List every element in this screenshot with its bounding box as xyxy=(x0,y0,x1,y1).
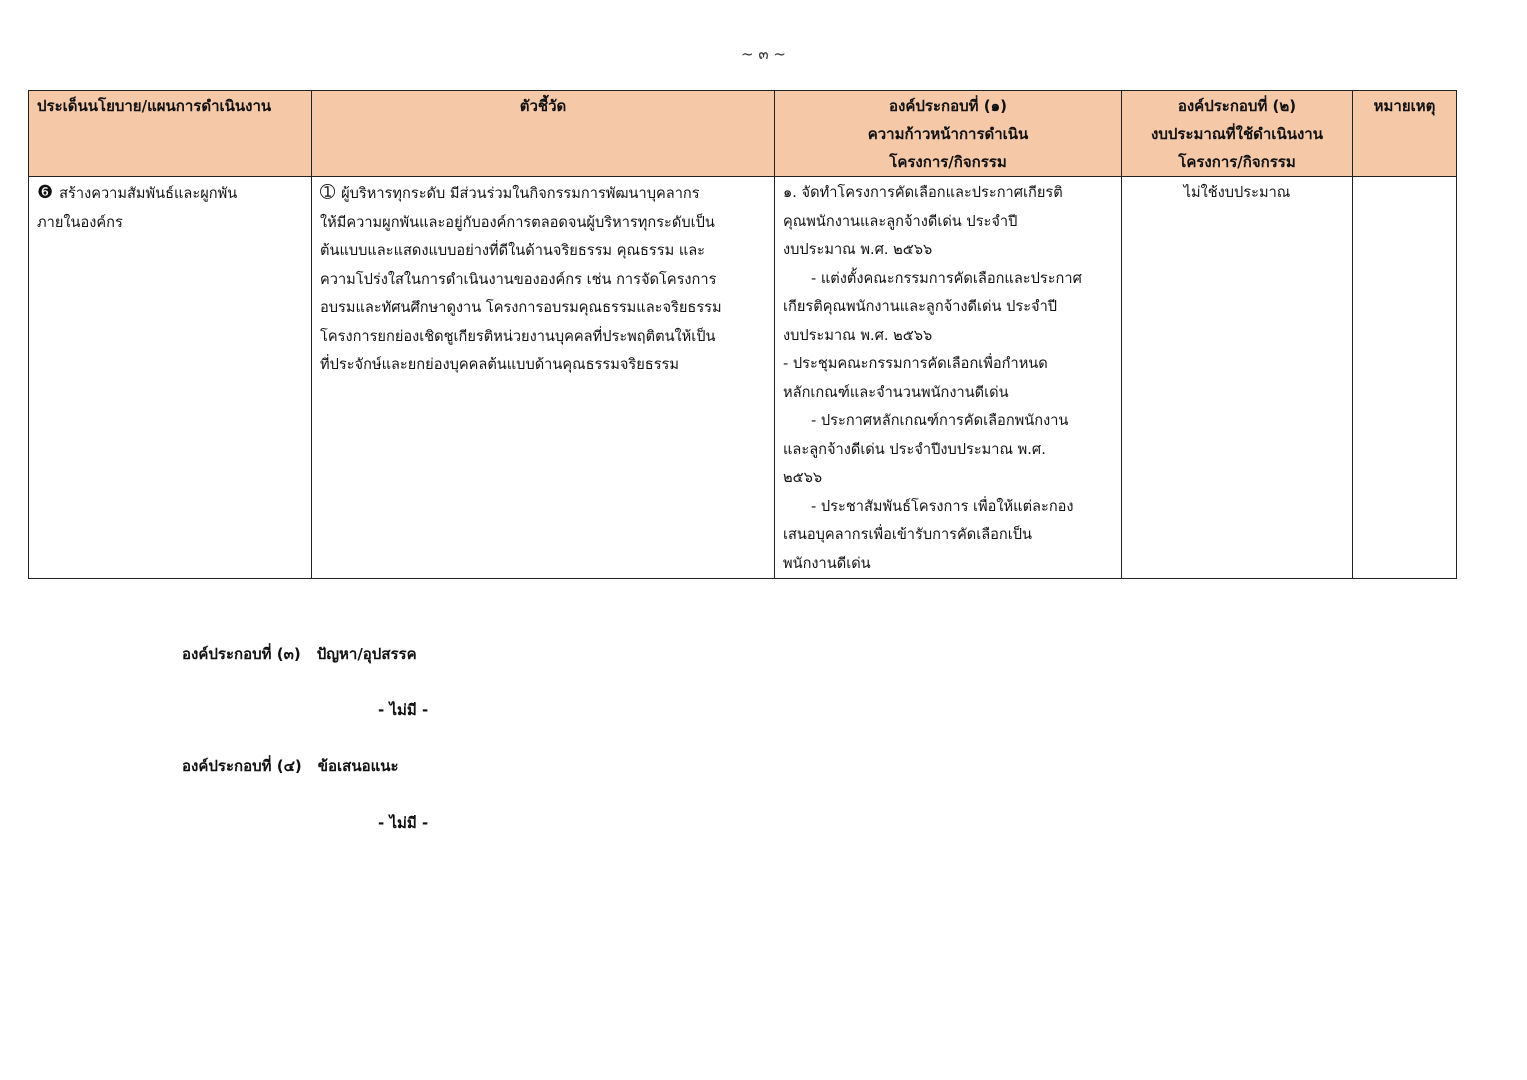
section3-label: องค์ประกอบที่ (๓) xyxy=(182,645,301,663)
progress-line-1: ๑. จัดทำโครงการคัดเลือกและประกาศเกียรติ xyxy=(783,184,1063,201)
indicator-line-3: ต้นแบบและแสดงแบบอย่างที่ดีในด้านจริยธรรม คุณธรรม และ xyxy=(320,242,706,259)
header-remark: หมายเหตุ xyxy=(1353,91,1457,177)
table-row xyxy=(29,177,1457,579)
progress-line-13: เสนอบุคลากรเพื่อเข้ารับการคัดเลือกเป็น xyxy=(783,526,1032,543)
section4-label: องค์ประกอบที่ (๔) xyxy=(182,757,302,775)
indicator-line-1 xyxy=(320,179,766,209)
section4-heading xyxy=(182,754,399,778)
progress-line-7: - ประชุมคณะกรรมการคัดเลือกเพื่อกำหนด xyxy=(783,355,1048,372)
progress-line-2: คุณพนักงานและลูกจ้างดีเด่น ประจำปี xyxy=(783,212,1018,230)
progress-line-5: เกียรติคุณพนักงานและลูกจ้างดีเด่น ประจำปี xyxy=(783,298,1058,315)
progress-line-4: - แต่งตั้งคณะกรรมการคัดเลือกและประกาศ xyxy=(811,269,1082,287)
progress-line-14: พนักงานดีเด่น xyxy=(783,554,871,572)
policy-line-1 xyxy=(37,179,303,209)
indicator-line-4: ความโปร่งใสในการดำเนินงานขององค์กร เช่น การจัดโครงการ xyxy=(320,270,717,288)
progress-line-8: หลักเกณฑ์และจำนวนพนักงานดีเด่น xyxy=(783,383,1009,401)
progress-cell xyxy=(775,177,1122,579)
section3-content: - ไม่มี - xyxy=(378,701,429,719)
indicator-line-5: อบรมและทัศนศึกษาดูงาน โครงการอบรมคุณธรรมและจริยธรรม xyxy=(320,299,722,316)
progress-line-9: - ประกาศหลักเกณฑ์การคัดเลือกพนักงาน xyxy=(811,412,1069,429)
policy-text-1: สร้างความสัมพันธ์และผูกพัน xyxy=(59,185,238,202)
header-component1-line3: โครงการ/กิจกรรม xyxy=(889,153,1007,171)
indicator-line-6: โครงการยกย่องเชิดชูเกียรติหน่วยงานบุคคลที่ประพฤติตนให้เป็น xyxy=(320,327,716,345)
header-component2-line3: โครงการ/กิจกรรม xyxy=(1178,153,1296,171)
policy-bullet-icon: ❻ xyxy=(37,182,54,203)
budget-cell: ไม่ใช้งบประมาณ xyxy=(1122,177,1353,579)
progress-line-12: - ประชาสัมพันธ์โครงการ เพื่อให้แต่ละกอง xyxy=(811,497,1074,515)
section4-topic: ข้อเสนอแนะ xyxy=(317,757,399,775)
section4-content: - ไม่มี - xyxy=(378,814,429,832)
policy-line-2: ภายในองค์กร xyxy=(37,213,123,231)
progress-line-10: และลูกจ้างดีเด่น ประจำปีงบประมาณ พ.ศ. xyxy=(783,440,1046,458)
report-table xyxy=(28,90,1457,579)
progress-line-11: ๒๕๖๖ xyxy=(783,469,823,486)
progress-line-3: งบประมาณ พ.ศ. ๒๕๖๖ xyxy=(783,241,933,258)
indicator-cell xyxy=(312,177,775,579)
indicator-bullet-icon: ➀ xyxy=(320,182,336,203)
header-component2-line1: องค์ประกอบที่ (๒) xyxy=(1177,97,1297,115)
header-policy: ประเด็นนโยบาย/แผนการดำเนินงาน xyxy=(29,91,312,177)
header-component1-line1: องค์ประกอบที่ (๑) xyxy=(889,97,1007,115)
remark-cell xyxy=(1353,177,1457,579)
section3-heading xyxy=(182,642,417,666)
indicator-line-2: ให้มีความผูกพันและอยู่กับองค์การตลอดจนผู้บริหารทุกระดับเป็น xyxy=(320,213,715,231)
section3-topic: ปัญหา/อุปสรรค xyxy=(316,645,417,663)
table-header-row xyxy=(29,91,1457,177)
header-indicator: ตัวชี้วัด xyxy=(312,91,775,177)
indicator-text-1: ผู้บริหารทุกระดับ มีส่วนร่วมในกิจกรรมการพัฒนาบุคลากร xyxy=(341,185,700,202)
header-component1 xyxy=(775,91,1122,177)
header-component1-line2: ความก้าวหน้าการดำเนิน xyxy=(867,125,1029,143)
policy-cell xyxy=(29,177,312,579)
indicator-line-7: ที่ประจักษ์และยกย่องบุคคลต้นแบบด้านคุณธรรมจริยธรรม xyxy=(320,356,680,373)
progress-line-6: งบประมาณ พ.ศ. ๒๕๖๖ xyxy=(783,326,933,344)
header-component2 xyxy=(1122,91,1353,177)
header-component2-line2: งบประมาณที่ใช้ดำเนินงาน xyxy=(1151,125,1323,143)
page-number: ~ ๓ ~ xyxy=(741,45,786,63)
